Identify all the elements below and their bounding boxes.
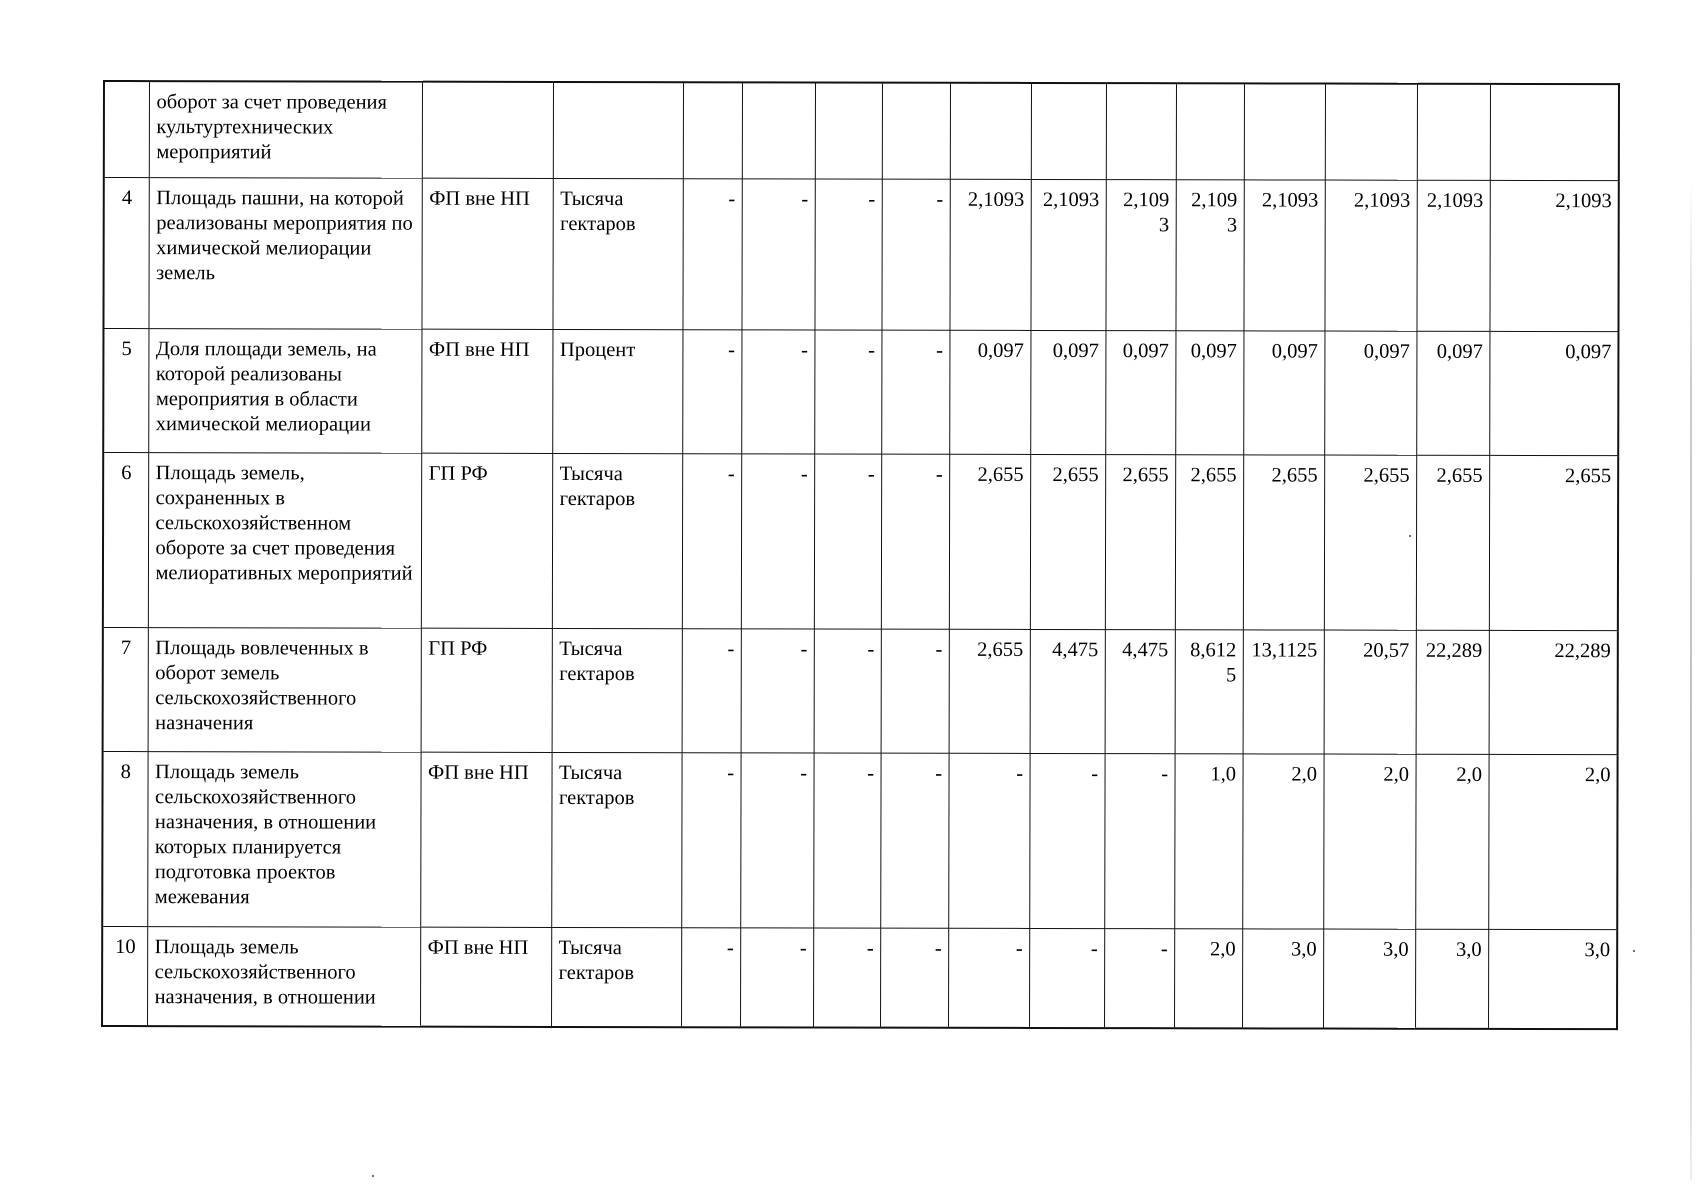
scan-speck (372, 1175, 374, 1177)
table-row (102, 926, 1617, 1029)
table-row (103, 452, 1618, 630)
value-cell: 2,1093 (1175, 179, 1243, 330)
value-cell: 0,097 (1489, 331, 1618, 455)
unit-cell: Тысяча гектаров (551, 927, 681, 1027)
indicator-name-cell: Доля площади земель, на которой реализованы мероприятия в области химической мелиорации (148, 328, 421, 453)
row-number-cell: 6 (103, 452, 148, 627)
value-cell (683, 82, 742, 178)
row-number-cell: 10 (102, 926, 147, 1026)
source-cell: ГП РФ (421, 628, 552, 752)
value-cell: 0,097 (949, 330, 1030, 454)
value-cell: - (1029, 928, 1104, 1028)
value-cell: - (740, 752, 813, 927)
row-number-cell: 8 (102, 751, 147, 926)
value-cell: - (741, 329, 814, 453)
value-cell: 3,0 (1242, 928, 1323, 1028)
indicator-name-cell: оборот за счет проведения культуртехнических мероприятий (149, 81, 422, 178)
value-cell: - (880, 753, 948, 928)
value-cell: 0,097 (1175, 330, 1243, 454)
indicator-name-cell: Площадь земель, сохраненных в сельскохозяйственном обороте за счет проведения мелиоративных мероприятий (148, 452, 421, 628)
value-cell: 2,655 (1243, 454, 1324, 629)
source-cell: ФП вне НП (421, 329, 552, 453)
table-row (104, 81, 1619, 180)
value-cell: - (681, 752, 740, 927)
scan-speck (1409, 535, 1411, 537)
indicator-name-cell: Площадь земель сельскохозяйственного назначения, в отношении (147, 926, 420, 1027)
value-cell: - (1104, 753, 1174, 928)
value-cell (1490, 84, 1619, 180)
value-cell: 0,097 (1105, 330, 1175, 454)
value-cell (1417, 84, 1490, 180)
value-cell: - (682, 178, 741, 329)
value-cell: - (741, 453, 814, 628)
indicators-table (101, 80, 1620, 1030)
value-cell: 2,655 (1175, 454, 1243, 629)
value-cell: - (948, 928, 1029, 1028)
value-cell: 2,0 (1488, 754, 1617, 929)
value-cell: 2,1093 (1489, 180, 1618, 331)
value-cell: 3,0 (1488, 929, 1617, 1029)
value-cell (1176, 83, 1244, 179)
value-cell: - (814, 628, 881, 752)
value-cell: - (741, 178, 814, 329)
value-cell: 2,1093 (1416, 180, 1489, 331)
source-cell: ФП вне НП (420, 752, 551, 927)
value-cell: 1,0 (1174, 753, 1242, 928)
value-cell: 20,57 (1324, 630, 1416, 754)
unit-cell: Тысяча гектаров (552, 628, 682, 752)
value-cell: 13,1125 (1243, 629, 1324, 753)
value-cell (1106, 83, 1176, 179)
source-cell (422, 82, 553, 178)
unit-cell: Тысяча гектаров (552, 178, 682, 329)
value-cell: - (681, 927, 740, 1027)
value-cell: 0,097 (1324, 331, 1416, 455)
value-cell: - (814, 453, 881, 628)
table-row (103, 328, 1618, 455)
value-cell: - (948, 753, 1029, 928)
value-cell: 2,0 (1174, 928, 1242, 1028)
value-cell: 2,655 (1030, 454, 1105, 629)
value-cell: - (814, 329, 881, 453)
row-number-cell: 7 (103, 627, 148, 751)
value-cell (1325, 84, 1417, 180)
value-cell: - (682, 628, 741, 752)
table-body (102, 81, 1619, 1029)
value-cell: - (813, 752, 880, 927)
value-cell: 2,1093 (949, 179, 1030, 330)
value-cell: - (881, 330, 949, 454)
value-cell: 2,1093 (1030, 179, 1105, 330)
row-number-cell: 5 (103, 328, 148, 452)
value-cell: 4,475 (1030, 629, 1105, 753)
value-cell: 2,655 (1416, 455, 1489, 630)
value-cell: - (813, 927, 880, 1027)
source-cell: ФП вне НП (421, 178, 552, 329)
unit-cell: Тысяча гектаров (551, 752, 681, 927)
value-cell: - (1029, 753, 1104, 928)
value-cell: 8,6125 (1175, 629, 1243, 753)
value-cell: 0,097 (1030, 330, 1105, 454)
value-cell: 2,655 (949, 629, 1030, 753)
value-cell: 2,655 (949, 454, 1030, 629)
value-cell: - (682, 329, 741, 453)
indicator-name-cell: Площадь земель сельскохозяйственного назначения, в отношении которых планируется подготовка проектов межевания (147, 751, 420, 927)
value-cell: 2,0 (1323, 754, 1415, 929)
value-cell: - (814, 178, 881, 329)
value-cell: - (1104, 928, 1174, 1028)
table-row (102, 751, 1617, 929)
value-cell (742, 82, 815, 178)
value-cell: 0,097 (1416, 331, 1489, 455)
value-cell (882, 83, 950, 179)
unit-cell: Тысяча гектаров (552, 453, 682, 628)
value-cell: - (881, 629, 949, 753)
value-cell: 22,289 (1416, 630, 1489, 754)
value-cell: - (881, 454, 949, 629)
row-number-cell: 4 (103, 177, 148, 328)
value-cell (815, 82, 882, 178)
value-cell: 2,655 (1105, 454, 1175, 629)
value-cell: - (741, 628, 814, 752)
row-number-cell (104, 81, 149, 177)
table-row (103, 627, 1618, 754)
value-cell: - (881, 179, 949, 330)
value-cell: - (682, 453, 741, 628)
value-cell: 2,1093 (1243, 179, 1324, 330)
value-cell (1244, 83, 1325, 179)
source-cell: ФП вне НП (420, 927, 551, 1027)
value-cell: 2,1093 (1324, 180, 1416, 331)
indicator-name-cell: Площадь вовлеченных в оборот земель сельскохозяйственного назначения (148, 627, 421, 752)
value-cell (950, 83, 1031, 179)
indicator-name-cell: Площадь пашни, на которой реализованы мероприятия по химической мелиорации земель (148, 177, 421, 329)
value-cell: 22,289 (1489, 630, 1618, 754)
value-cell: 2,655 (1324, 455, 1416, 630)
source-cell: ГП РФ (421, 453, 552, 628)
value-cell (1031, 83, 1106, 179)
value-cell: - (880, 928, 948, 1028)
scan-speck (1633, 950, 1635, 952)
value-cell: 2,655 (1489, 455, 1618, 630)
unit-cell: Процент (552, 329, 682, 453)
value-cell: 2,0 (1415, 754, 1488, 929)
value-cell: 3,0 (1323, 929, 1415, 1029)
table-row (103, 177, 1618, 331)
value-cell: 3,0 (1415, 929, 1488, 1029)
value-cell: 0,097 (1243, 330, 1324, 454)
value-cell: 2,1093 (1105, 179, 1175, 330)
unit-cell (553, 82, 683, 178)
value-cell: - (740, 927, 813, 1027)
scan-edge (1690, 180, 1692, 1180)
value-cell: 4,475 (1105, 629, 1175, 753)
value-cell: 2,0 (1242, 753, 1323, 928)
